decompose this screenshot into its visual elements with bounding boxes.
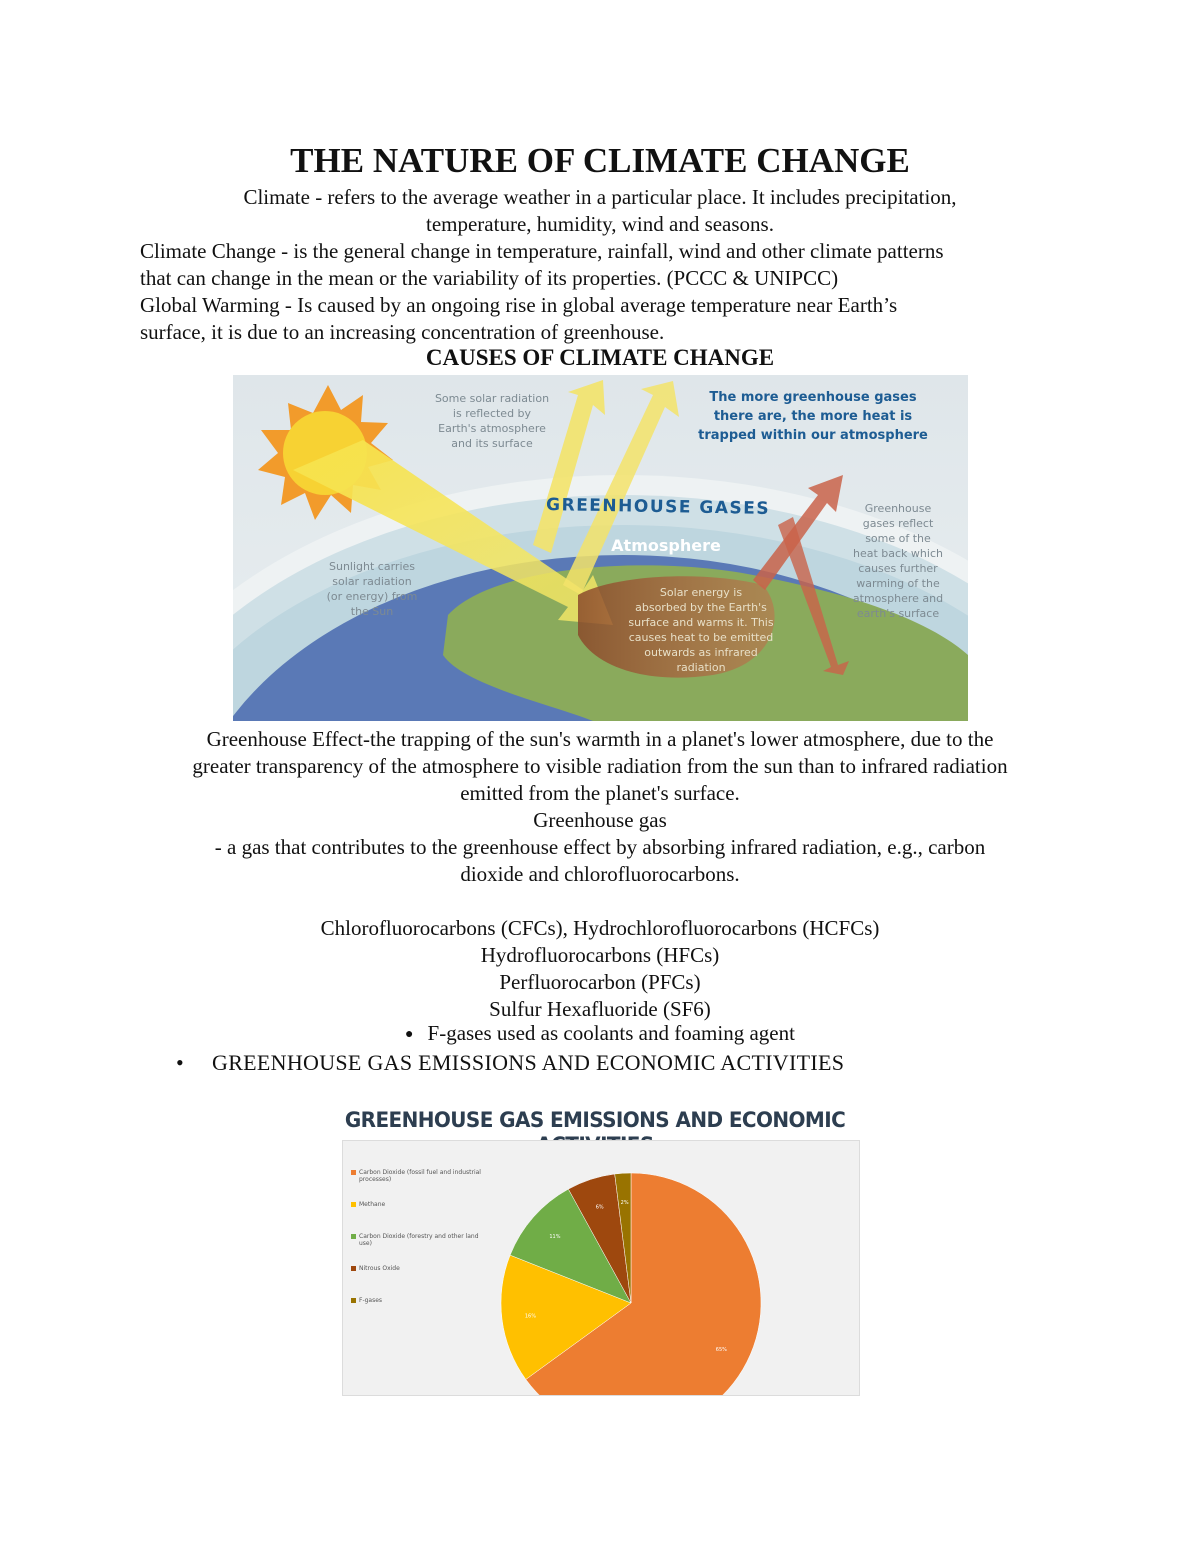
fgases-line-1: Chlorofluorocarbons (CFCs), Hydrochlorofluorocarbons (HCFCs) <box>320 916 880 940</box>
fgases-line-3: Perfluorocarbon (PFCs) <box>499 970 701 994</box>
page-title: THE NATURE OF CLIMATE CHANGE <box>290 141 910 180</box>
emissions-chart-figure <box>330 1106 860 1396</box>
emissions-bullet <box>176 1050 844 1076</box>
legend-label: Methane <box>359 1201 386 1208</box>
greenhouse-gas-term: Greenhouse gas <box>533 808 667 832</box>
pie-data-label: 11% <box>549 1233 561 1240</box>
greenhouse-gases-label: GREENHOUSE GASES <box>545 495 771 519</box>
greenhouse-effect-line-1: Greenhouse Effect-the trapping of the sun's warmth in a planet's lower atmosphere, due to the <box>206 727 994 751</box>
climate-change-definition-line-2: that can change in the mean or the variability of its properties. (PCCC & UNIPCC) <box>140 266 839 290</box>
pie-data-label: 2% <box>620 1199 629 1206</box>
legend-label: F-gases <box>359 1297 383 1304</box>
climate-definition-line-2: temperature, humidity, wind and seasons. <box>426 212 774 236</box>
pie-chart <box>343 1141 859 1395</box>
fgases-bullet <box>0 1021 1200 1046</box>
atmosphere-label: Atmosphere <box>611 536 721 555</box>
greenhouse-gas-definition-2: dioxide and chlorofluorocarbons. <box>460 862 740 886</box>
fgases-line-4: Sulfur Hexafluoride (SF6) <box>489 997 711 1021</box>
sunlight-label: Sunlight carries solar radiation (or energy) from the Sun <box>326 560 418 618</box>
legend-label: Carbon Dioxide (fossil fuel and industrial processes) <box>359 1169 481 1183</box>
pie-data-label: 16% <box>524 1313 536 1320</box>
reflect-back-label: Greenhouse gases reflect some of the heat back which causes further warming of the atmosphere and earth's surface <box>852 502 944 620</box>
bullet-icon: ● <box>405 1027 414 1043</box>
pie-data-label: 6% <box>595 1204 604 1211</box>
greenhouse-gas-definition-1: - a gas that contributes to the greenhouse effect by absorbing infrared radiation, e.g., carbon <box>214 835 986 859</box>
climate-change-definition-line-1: Climate Change - is the general change in temperature, rainfall, wind and other climate patterns <box>140 239 944 263</box>
chart-title: GREENHOUSE GAS EMISSIONS AND ECONOMIC <box>344 1106 846 1132</box>
greenhouse-effect-diagram <box>233 375 968 721</box>
more-gases-label: The more greenhouse gases there are, the more heat is trapped within our atmosphere <box>698 390 928 443</box>
greenhouse-effect-line-2: greater transparency of the atmosphere to visible radiation from the sun than to infrared radiation <box>192 754 1008 778</box>
fgases-line-2: Hydrofluorocarbons (HFCs) <box>480 943 720 967</box>
chart-panel <box>342 1140 860 1396</box>
pie-data-label: 65% <box>715 1347 727 1354</box>
emissions-heading: GREENHOUSE GAS EMISSIONS AND ECONOMIC ACTIVITIES <box>212 1050 845 1075</box>
bullet-icon: • <box>176 1050 185 1075</box>
global-warming-definition-line-2: surface, it is due to an increasing concentration of greenhouse. <box>140 320 665 344</box>
absorbed-label: Solar energy is absorbed by the Earth's surface and warms it. This causes heat to be emitted outwards as infrared radiation <box>628 586 774 674</box>
reflected-label: Some solar radiation is reflected by Earth's atmosphere and its surface <box>434 392 550 450</box>
fgases-bullet-text: F-gases used as coolants and foaming agent <box>427 1021 795 1045</box>
greenhouse-effect-line-3: emitted from the planet's surface. <box>460 781 740 805</box>
global-warming-definition-line-1: Global Warming - Is caused by an ongoing rise in global average temperature near Earth’s <box>140 293 898 317</box>
causes-heading: CAUSES OF CLIMATE CHANGE <box>425 345 775 370</box>
legend-label: Nitrous Oxide <box>359 1265 400 1272</box>
legend-label: Carbon Dioxide (forestry and other land use) <box>359 1233 479 1247</box>
climate-definition-line-1: Climate - refers to the average weather in a particular place. It includes precipitation, <box>243 185 957 209</box>
